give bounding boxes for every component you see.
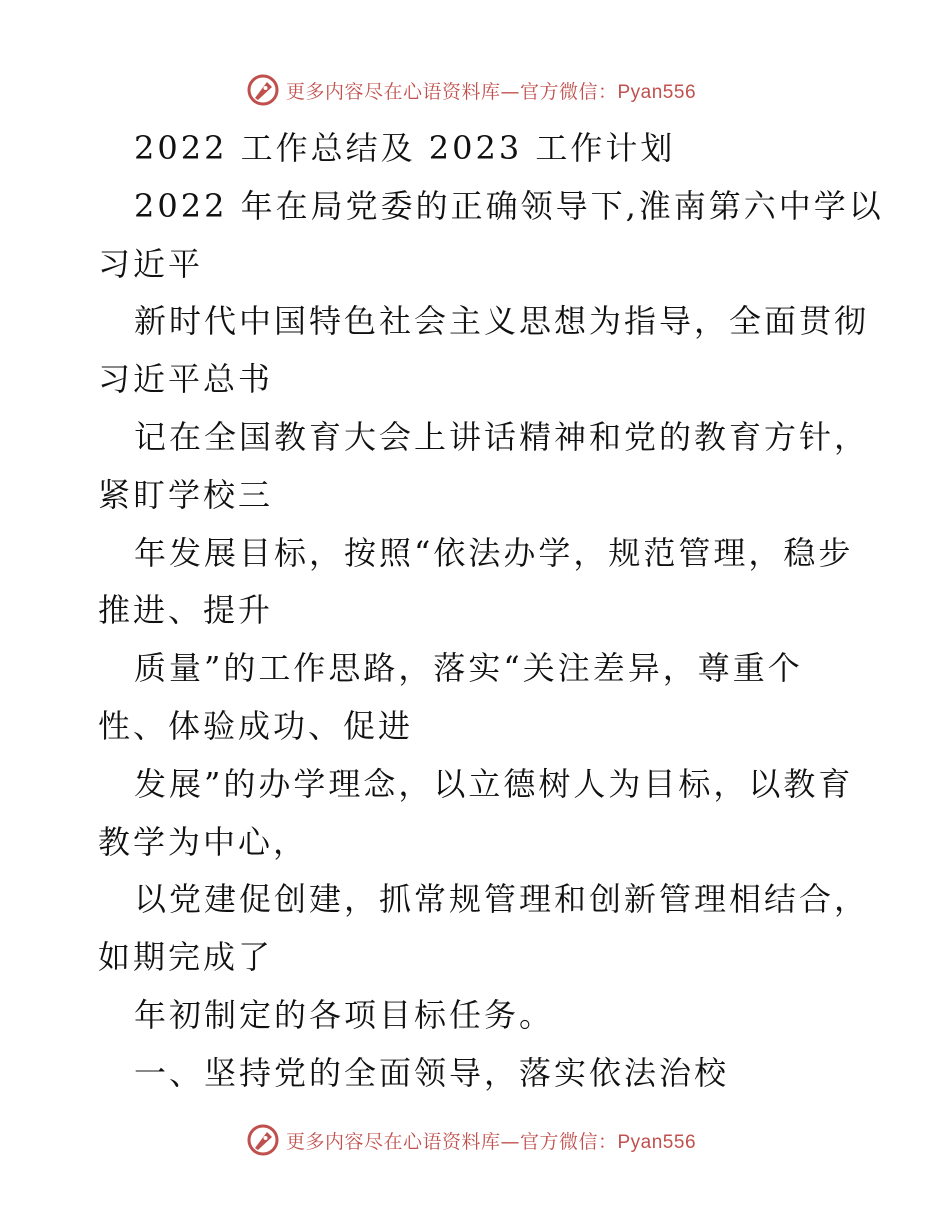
paragraph-line: 质量”的工作思路，落实“关注差异，尊重个 bbox=[134, 649, 803, 688]
paragraph-line: 教学为中心， bbox=[98, 822, 309, 861]
paragraph-line: 2022 年在局党委的正确领导下,淮南第六中学以 bbox=[134, 186, 884, 225]
banner-content bbox=[246, 1123, 696, 1157]
paragraph-line: 年发展目标，按照“依法办学，规范管理，稳步 bbox=[134, 533, 854, 572]
paragraph-line: 以党建促创建，抓常规管理和创新管理相结合， bbox=[134, 880, 870, 919]
paragraph-line: 新时代中国特色社会主义思想为指导，全面贯彻 bbox=[134, 302, 870, 341]
banner-text-cn: 更多内容尽在心语资料库—官方微信： bbox=[285, 80, 618, 103]
paragraph-line: 习近平总书 bbox=[98, 360, 274, 399]
paragraph-line: 记在全国教育大会上讲话精神和党的教育方针， bbox=[134, 417, 870, 456]
banner-text bbox=[286, 1127, 696, 1154]
banner-text-cn: 更多内容尽在心语资料库—官方微信： bbox=[285, 1130, 618, 1153]
paragraph-line: 年初制定的各项目标任务。 bbox=[134, 995, 555, 1034]
banner-text bbox=[286, 77, 696, 104]
header-banner bbox=[0, 70, 950, 110]
banner-content bbox=[246, 73, 696, 107]
section-heading: 一、坚持党的全面领导，落实依法治校 bbox=[134, 1053, 730, 1092]
banner-wechat-id: Pyan556 bbox=[617, 81, 697, 103]
paragraph-line: 紧盯学校三 bbox=[98, 475, 274, 514]
pen-nib-logo-icon bbox=[246, 1123, 280, 1157]
pen-nib-logo-icon bbox=[246, 73, 280, 107]
document-body bbox=[98, 120, 884, 1103]
document-title: 2022 工作总结及 2023 工作计划 bbox=[134, 129, 676, 167]
paragraph-line: 推进、提升 bbox=[98, 591, 274, 630]
paragraph-line: 习近平 bbox=[98, 244, 204, 283]
banner-wechat-id: Pyan556 bbox=[617, 1131, 697, 1153]
paragraph-line: 如期完成了 bbox=[98, 938, 274, 977]
footer-banner bbox=[0, 1120, 950, 1160]
paragraph-line: 发展”的办学理念，以立德树人为目标，以教育 bbox=[134, 764, 854, 803]
paragraph-line: 性、体验成功、促进 bbox=[98, 706, 414, 745]
